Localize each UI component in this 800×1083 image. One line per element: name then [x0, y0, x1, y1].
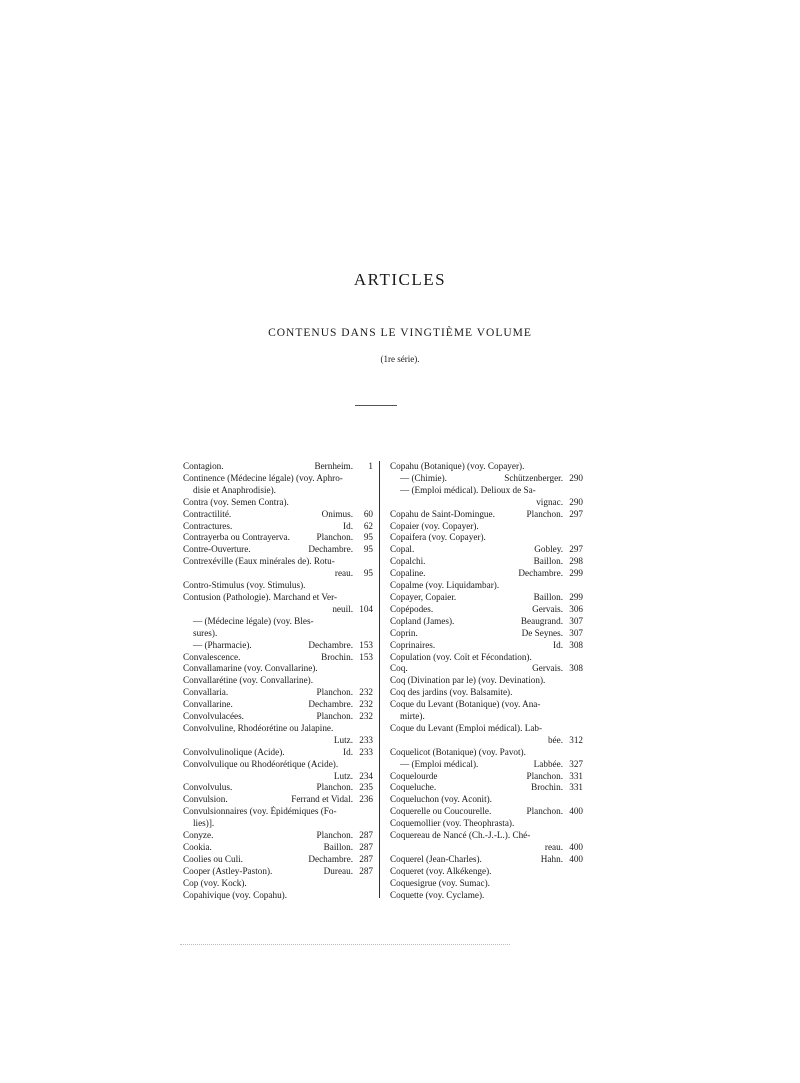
index-entry: [390, 485, 583, 497]
index-entry: [390, 818, 583, 830]
entry-author: Gervais.: [532, 603, 563, 614]
index-entry: [183, 580, 373, 592]
index-entry: [183, 628, 373, 640]
index-entry: [390, 461, 583, 473]
index-entry: [183, 675, 373, 687]
entry-text: Convolvuline, Rhodéorétine ou Jalapine.: [183, 722, 334, 733]
entry-text: Coque du Levant (Botanique) (voy. Ana-: [390, 699, 541, 710]
index-entry: [390, 521, 583, 533]
index-entry: [390, 580, 583, 592]
entry-page: 232: [359, 699, 373, 710]
entry-text: Coquerel (Jean-Charles).: [390, 853, 482, 864]
entry-text: disie et Anaphrodisie).: [193, 484, 276, 495]
entry-text: — (Emploi médical).: [400, 758, 479, 769]
entry-page: 232: [359, 711, 373, 722]
entry-author: Baillon.: [533, 556, 563, 567]
entry-page: 308: [569, 639, 583, 650]
index-entry: [390, 866, 583, 878]
entry-text: Cooper (Astley-Paston).: [183, 865, 273, 876]
entry-text: Coolies ou Culi.: [183, 853, 243, 864]
index-entry: [183, 521, 373, 533]
entry-text: Copulation (voy. Coït et Fécondation).: [390, 651, 532, 662]
index-entry: [183, 497, 373, 509]
index-entry: [183, 806, 373, 818]
entry-text: Convolvulus.: [183, 782, 233, 793]
index-entry: [183, 818, 373, 830]
index-entry: [183, 782, 373, 794]
entry-text: Continence (Médecine légale) (voy. Aphro-: [183, 472, 343, 483]
entry-page: 95: [363, 568, 373, 579]
entry-author: Brochin.: [321, 651, 353, 662]
index-entry: [390, 592, 583, 604]
entry-text: Contrayerba ou Contrayerva.: [183, 532, 290, 543]
entry-text: lies)].: [193, 818, 215, 829]
bottom-rule: [180, 944, 510, 945]
entry-author: Dechambre.: [308, 699, 353, 710]
entry-author: De Seynes.: [521, 627, 563, 638]
index-entry: [390, 544, 583, 556]
entry-author: Planchon.: [526, 770, 563, 781]
entry-text: Copahu (Botanique) (voy. Copayer).: [390, 461, 525, 471]
index-entry: [390, 854, 583, 866]
entry-text: Copalme (voy. Liquidambar).: [390, 580, 500, 591]
entry-author: Lutz.: [333, 734, 353, 745]
entry-text: Convulsion.: [183, 794, 228, 805]
index-entry: [390, 628, 583, 640]
index-entry: [390, 806, 583, 818]
entry-page: 95: [363, 532, 373, 543]
index-entry: [390, 652, 583, 664]
entry-text: Contusion (Pathologie). Marchand et Ver-: [183, 591, 338, 602]
left-column: [183, 461, 373, 902]
entry-text: mirte).: [400, 711, 425, 722]
index-entry: [183, 509, 373, 521]
entry-page: 306: [569, 603, 583, 614]
entry-text: Coquette (voy. Cyclame).: [390, 889, 485, 900]
entry-author: Baillon.: [533, 591, 563, 602]
index-entry: [390, 687, 583, 699]
entry-author: Gervais.: [532, 663, 563, 674]
index-entry: [183, 687, 373, 699]
entry-author: Beaugrand.: [520, 615, 563, 626]
entry-text: Convallarétine (voy. Convallarine).: [183, 675, 314, 686]
entry-text: Coqueluche.: [390, 782, 437, 793]
entry-page: 104: [359, 603, 373, 614]
entry-text: Contro-Stimulus (voy. Stimulus).: [183, 580, 306, 591]
index-entry: [183, 842, 373, 854]
entry-page: 153: [359, 639, 373, 650]
entry-text: Coq (Divination par le) (voy. Devination).: [390, 675, 546, 686]
entry-text: Contractilité.: [183, 508, 232, 519]
index-entry: [183, 794, 373, 806]
entry-author: Dechambre.: [308, 544, 353, 555]
entry-author: Planchon.: [316, 532, 353, 543]
entry-text: Coq.: [390, 663, 408, 674]
index-entry: [390, 616, 583, 628]
index-entry: [390, 556, 583, 568]
entry-page: 400: [569, 842, 583, 852]
entry-author: Dechambre.: [308, 853, 353, 864]
index-entry: [183, 723, 373, 735]
entry-text: Coqueret (voy. Alkékenge).: [390, 865, 492, 876]
index-entry: [390, 663, 583, 675]
entry-page: 400: [569, 853, 583, 864]
entry-page: 234: [359, 770, 373, 781]
entry-text: Contre-Ouverture.: [183, 544, 251, 555]
entry-page: 287: [359, 842, 373, 852]
entry-text: Coquesigrue (voy. Sumac).: [390, 877, 490, 888]
entry-text: Contra (voy. Semen Contra).: [183, 496, 289, 507]
entry-text: Copaifera (voy. Copayer).: [390, 532, 486, 543]
entry-page: 290: [569, 472, 583, 483]
entry-author: Dureau.: [323, 865, 353, 876]
index-entry: [183, 461, 373, 473]
entry-text: Convallarine.: [183, 699, 233, 710]
entry-page: 331: [569, 782, 583, 793]
entry-text: Coquelicot (Botanique) (voy. Pavot).: [390, 746, 526, 757]
index-entry: [390, 782, 583, 794]
entry-text: Coprinaires.: [390, 639, 436, 650]
entry-text: Copalchi.: [390, 556, 426, 567]
index-entry: [390, 675, 583, 687]
entry-page: 290: [569, 496, 583, 507]
entry-author: Onimus.: [321, 508, 353, 519]
index-entry: [183, 473, 373, 485]
entry-author: Dechambre.: [518, 568, 563, 579]
entry-page: 297: [569, 544, 583, 555]
index-entry: [183, 616, 373, 628]
index-entry: [390, 878, 583, 890]
entry-text: Convallamarine (voy. Convallarine).: [183, 663, 318, 674]
entry-author: vignac.: [536, 496, 563, 507]
index-entry: [183, 735, 373, 747]
entry-text: Contractures.: [183, 520, 233, 531]
entry-author: Ferrand et Vidal.: [291, 794, 353, 805]
entry-author: reau.: [334, 568, 353, 579]
entry-page: 1: [368, 461, 373, 471]
index-entry: [183, 771, 373, 783]
entry-text: Convulsionnaires (voy. Épidémiques (Fo-: [183, 806, 337, 817]
series-note: (1re série).: [380, 354, 420, 364]
entry-text: — (Médecine légale) (voy. Bles-: [193, 615, 314, 626]
entry-author: Baillon.: [323, 842, 353, 852]
entry-author: Planchon.: [316, 687, 353, 698]
index-entry: [390, 497, 583, 509]
entry-page: 400: [569, 806, 583, 817]
entry-text: — (Pharmacie).: [193, 639, 252, 650]
entry-author: reau.: [544, 842, 563, 852]
entry-text: Coprin.: [390, 627, 418, 638]
entry-page: 307: [569, 627, 583, 638]
index-entry: [183, 485, 373, 497]
index-entry: [390, 723, 583, 735]
entry-text: Convolvulacées.: [183, 711, 244, 722]
entry-text: Cookia.: [183, 842, 212, 852]
entry-author: Labbée.: [533, 758, 563, 769]
entry-author: Id.: [343, 520, 353, 531]
entry-text: Coqueluchon (voy. Aconit).: [390, 794, 492, 805]
entry-page: 297: [569, 508, 583, 519]
entry-page: 233: [359, 734, 373, 745]
entry-text: Cop (voy. Kock).: [183, 877, 247, 888]
entry-author: Hahn.: [540, 853, 563, 864]
entry-author: bée.: [547, 734, 563, 745]
index-entry: [183, 652, 373, 664]
entry-author: Bernheim.: [314, 461, 353, 471]
entry-author: Brochin.: [531, 782, 563, 793]
entry-page: 307: [569, 615, 583, 626]
index-entry: [183, 878, 373, 890]
entry-text: — (Chimie).: [400, 472, 447, 483]
entry-text: Conyze.: [183, 830, 214, 841]
entry-text: sures).: [193, 627, 218, 638]
index-entry: [183, 711, 373, 723]
entry-page: 60: [363, 508, 373, 519]
index-entry: [183, 866, 373, 878]
index-entry: [183, 699, 373, 711]
entry-text: Convolvulinolique (Acide).: [183, 746, 285, 757]
entry-page: 327: [569, 758, 583, 769]
entry-page: 95: [363, 544, 373, 555]
index-entry: [390, 711, 583, 723]
entry-text: Coquerelle ou Coucourelle.: [390, 806, 492, 817]
index-entry: [390, 604, 583, 616]
entry-page: 153: [359, 651, 373, 662]
entry-page: 287: [359, 853, 373, 864]
index-entry: [390, 842, 583, 854]
index-entry: [390, 509, 583, 521]
column-divider: [379, 461, 380, 898]
entry-text: Convalescence.: [183, 651, 241, 662]
entry-author: Gobley.: [534, 544, 563, 555]
index-entry: [183, 663, 373, 675]
entry-author: Id.: [553, 639, 563, 650]
entry-page: 233: [359, 746, 373, 757]
index-entry: [390, 759, 583, 771]
entry-text: Copayer, Copaier.: [390, 591, 457, 602]
entry-text: Copépodes.: [390, 603, 434, 614]
entry-page: 235: [359, 782, 373, 793]
entry-page: 312: [569, 734, 583, 745]
index-entry: [390, 640, 583, 652]
entry-page: 62: [363, 520, 373, 531]
entry-author: Planchon.: [526, 508, 563, 519]
entry-text: Copal.: [390, 544, 415, 555]
entry-text: Coque du Levant (Emploi médical). Lab-: [390, 722, 543, 733]
index-entry: [183, 592, 373, 604]
index-entry: [390, 747, 583, 759]
entry-author: Planchon.: [526, 806, 563, 817]
entry-text: Copland (James).: [390, 615, 455, 626]
index-entry: [390, 699, 583, 711]
entry-text: Coquereau de Nancé (Ch.-J.-L.). Ché-: [390, 830, 531, 841]
page-subtitle: CONTENUS DANS LE VINGTIÈME VOLUME: [268, 327, 532, 339]
entry-text: Contagion.: [183, 461, 224, 471]
right-column: [390, 461, 583, 902]
entry-author: Dechambre.: [308, 639, 353, 650]
index-entry: [183, 640, 373, 652]
index-entry: [183, 532, 373, 544]
entry-page: 299: [569, 568, 583, 579]
index-entry: [183, 604, 373, 616]
entry-author: neuil.: [332, 603, 353, 614]
entry-text: Copahu de Saint-Domingue.: [390, 508, 495, 519]
entry-text: Coquelourde: [390, 770, 438, 781]
entry-page: 298: [569, 556, 583, 567]
page-title: ARTICLES: [353, 270, 447, 289]
entry-text: — (Emploi médical). Delioux de Sa-: [400, 484, 536, 495]
entry-page: 232: [359, 687, 373, 698]
entry-text: Convolvulique ou Rhodéorétique (Acide).: [183, 758, 339, 769]
entry-text: Copaier (voy. Copayer).: [390, 520, 479, 531]
entry-text: Coquemollier (voy. Theophrasta).: [390, 818, 515, 829]
entry-page: 287: [359, 865, 373, 876]
entry-text: Copahivique (voy. Copahu).: [183, 889, 288, 900]
index-entry: [183, 759, 373, 771]
entry-text: Copaline.: [390, 568, 426, 579]
index-entry: [390, 568, 583, 580]
entry-author: Id.: [343, 746, 353, 757]
index-entry: [183, 890, 373, 902]
index-entry: [183, 568, 373, 580]
entry-page: 308: [569, 663, 583, 674]
entry-author: Planchon.: [316, 711, 353, 722]
index-entry: [390, 830, 583, 842]
entry-author: Lutz.: [333, 770, 353, 781]
entry-author: Planchon.: [316, 782, 353, 793]
index-entry: [183, 830, 373, 842]
index-entry: [390, 532, 583, 544]
index-entry: [390, 890, 583, 902]
title-rule: [355, 405, 397, 406]
index-entry: [390, 735, 583, 747]
index-entry: [390, 473, 583, 485]
entry-author: Schützenberger.: [504, 472, 563, 483]
index-entry: [183, 544, 373, 556]
index-entry: [390, 771, 583, 783]
index-entry: [183, 854, 373, 866]
entry-text: Convallaria.: [183, 687, 229, 698]
entry-page: 236: [359, 794, 373, 805]
entry-page: 331: [569, 770, 583, 781]
entry-text: Coq des jardins (voy. Balsamite).: [390, 687, 513, 698]
index-entry: [390, 794, 583, 806]
entry-page: 299: [569, 591, 583, 602]
entry-text: Contrexéville (Eaux minérales de). Rotu-: [183, 556, 335, 567]
index-entry: [183, 556, 373, 568]
index-entry: [183, 747, 373, 759]
entry-author: Planchon.: [316, 830, 353, 841]
entry-page: 287: [359, 830, 373, 841]
